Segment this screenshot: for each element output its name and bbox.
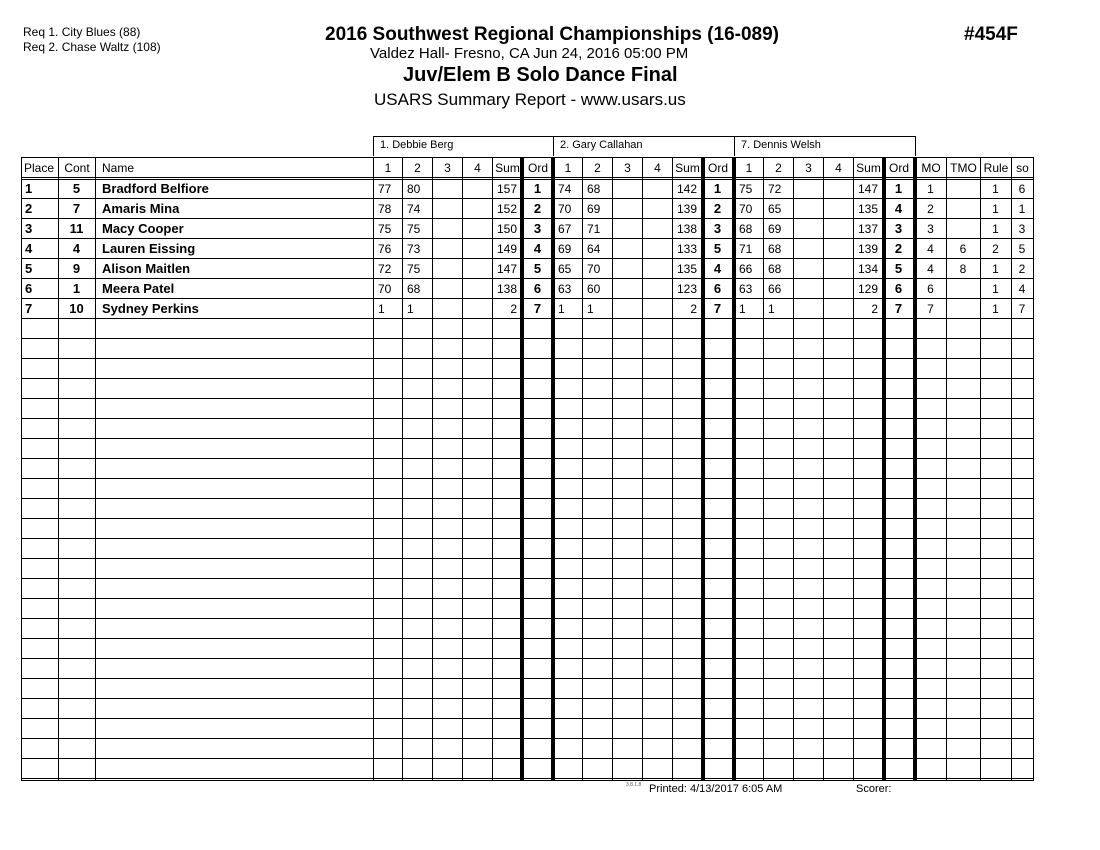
judge1-sum-cell: 138 <box>496 282 517 296</box>
judge1-ord-cell: 7 <box>533 301 542 316</box>
judge3-sum-cell: 135 <box>857 202 878 216</box>
judge3-ord-cell: 1 <box>894 181 903 196</box>
judge2-1-cell: 1 <box>558 302 565 316</box>
rule-cell: 1 <box>992 302 999 316</box>
event-title: 2016 Southwest Regional Championships (16-089) <box>325 24 779 45</box>
so-cell: 1 <box>1018 202 1026 216</box>
judge3-ord-cell: 3 <box>894 221 903 236</box>
judge2-ord-cell: 3 <box>713 221 722 236</box>
tmo-cell <box>947 179 979 199</box>
judge3-sum-cell: 134 <box>857 262 878 276</box>
judge2-sum-cell: 135 <box>676 262 697 276</box>
judge3-1-cell: 1 <box>739 302 746 316</box>
judge2-3-cell <box>613 179 641 199</box>
judge1-4-cell <box>463 239 491 259</box>
judge1-1-cell: 70 <box>378 282 392 296</box>
scorer-label: Scorer: <box>856 783 892 795</box>
version-label: 3.8.1.8 <box>626 782 642 788</box>
judge1-3-cell <box>433 179 461 199</box>
col-header-judge1-1: 1 <box>384 161 392 175</box>
col-header-so: so <box>1016 161 1029 175</box>
judge2-sum-cell: 133 <box>676 242 697 256</box>
judge2-1-cell: 65 <box>558 262 572 276</box>
judge1-3-cell <box>433 279 461 299</box>
judge2-4-cell <box>643 259 671 279</box>
col-header-judge1-2: 2 <box>414 161 421 175</box>
judge3-2-cell: 66 <box>768 282 782 296</box>
judge1-ord-cell: 5 <box>533 261 542 276</box>
judge2-4-cell <box>643 299 671 319</box>
so-cell: 6 <box>1018 182 1026 196</box>
judge3-3-cell <box>794 299 822 319</box>
mo-cell: 6 <box>927 282 934 296</box>
tmo-cell: 8 <box>959 262 967 276</box>
mo-cell: 1 <box>927 182 934 196</box>
tmo-cell <box>947 219 979 239</box>
judge1-1-cell: 72 <box>378 262 392 276</box>
tmo-cell <box>947 199 979 219</box>
col-header-judge3-ord: Ord <box>888 161 909 175</box>
judge3-2-cell: 68 <box>768 242 782 256</box>
judge3-2-cell: 69 <box>768 222 782 236</box>
judge2-ord-cell: 7 <box>713 301 722 316</box>
judge2-3-cell <box>613 239 641 259</box>
so-cell: 3 <box>1018 222 1026 236</box>
name-cell: Amaris Mina <box>102 201 180 216</box>
judge2-2-cell: 71 <box>587 222 601 236</box>
judge3-sum-cell: 129 <box>857 282 878 296</box>
judge1-4-cell <box>463 199 491 219</box>
judge2-2-cell: 69 <box>587 202 601 216</box>
judge3-1-cell: 71 <box>739 242 753 256</box>
judge1-ord-cell: 4 <box>533 241 542 256</box>
competition-title: Juv/Elem B Solo Dance Final <box>403 64 678 86</box>
col-header-judge2-ord: Ord <box>707 161 728 175</box>
judge3-4-cell <box>824 299 852 319</box>
mo-cell: 4 <box>927 262 934 276</box>
judge2-sum-cell: 139 <box>676 202 697 216</box>
judge1-2-cell: 75 <box>407 222 421 236</box>
judge-header-2: 2. Gary Callahan <box>553 136 735 156</box>
mo-cell: 2 <box>927 202 934 216</box>
judge3-ord-cell: 6 <box>894 281 903 296</box>
mo-cell: 7 <box>927 302 934 316</box>
col-header-judge1-4: 4 <box>474 161 481 175</box>
col-header-tmo: TMO <box>950 161 977 175</box>
judge2-ord-cell: 4 <box>713 261 722 276</box>
judge2-4-cell <box>643 199 671 219</box>
judge1-1-cell: 75 <box>378 222 392 236</box>
judge2-3-cell <box>613 219 641 239</box>
judge1-4-cell <box>463 279 491 299</box>
cont-cell: 9 <box>72 261 81 276</box>
judge1-2-cell: 73 <box>407 242 421 256</box>
tmo-cell: 6 <box>959 242 967 256</box>
judge2-2-cell: 1 <box>587 302 594 316</box>
judge1-4-cell <box>463 299 491 319</box>
judge2-3-cell <box>613 279 641 299</box>
mo-cell: 4 <box>927 242 934 256</box>
judge3-3-cell <box>794 279 822 299</box>
judge1-2-cell: 75 <box>407 262 421 276</box>
judge3-1-cell: 75 <box>739 182 753 196</box>
col-header-judge3-2: 2 <box>775 161 782 175</box>
judge1-2-cell: 1 <box>407 302 414 316</box>
so-cell: 4 <box>1018 282 1026 296</box>
judge2-ord-cell: 2 <box>713 201 722 216</box>
name-cell: Bradford Belfiore <box>102 181 209 196</box>
judge3-2-cell: 1 <box>768 302 775 316</box>
judge2-sum-cell: 138 <box>676 222 697 236</box>
col-header-judge2-2: 2 <box>594 161 601 175</box>
col-header-judge1-ord: Ord <box>527 161 548 175</box>
place-cell: 2 <box>25 201 33 216</box>
rule-cell: 1 <box>992 262 999 276</box>
col-header-judge1-sum: Sum <box>495 161 520 175</box>
judge2-2-cell: 64 <box>587 242 601 256</box>
rule-cell: 2 <box>992 242 999 256</box>
cont-cell: 10 <box>69 301 84 316</box>
judge2-1-cell: 70 <box>558 202 572 216</box>
judge2-1-cell: 69 <box>558 242 572 256</box>
requirement-1: Req 1. City Blues (88) <box>23 25 141 39</box>
col-header-name: Name <box>102 161 135 175</box>
judge2-sum-cell: 2 <box>690 302 697 316</box>
judge3-1-cell: 68 <box>739 222 753 236</box>
judge1-sum-cell: 157 <box>496 182 517 196</box>
judge2-4-cell <box>643 179 671 199</box>
judge3-ord-cell: 7 <box>894 301 903 316</box>
judge3-sum-cell: 2 <box>871 302 878 316</box>
judge3-3-cell <box>794 259 822 279</box>
rule-cell: 1 <box>992 182 999 196</box>
cont-cell: 1 <box>72 281 81 296</box>
judge3-sum-cell: 139 <box>857 242 878 256</box>
col-header-judge3-sum: Sum <box>856 161 881 175</box>
judge3-1-cell: 70 <box>739 202 753 216</box>
col-header-cont: Cont <box>64 161 90 175</box>
judge1-sum-cell: 147 <box>496 262 517 276</box>
judge1-3-cell <box>433 199 461 219</box>
judge3-4-cell <box>824 219 852 239</box>
judge2-1-cell: 74 <box>558 182 572 196</box>
judge3-4-cell <box>824 179 852 199</box>
judge1-ord-cell: 2 <box>533 201 542 216</box>
judge2-2-cell: 70 <box>587 262 601 276</box>
mo-cell: 3 <box>927 222 934 236</box>
col-header-judge3-4: 4 <box>835 161 842 175</box>
judge3-ord-cell: 5 <box>894 261 903 276</box>
judge3-4-cell <box>824 239 852 259</box>
judge3-2-cell: 72 <box>768 182 782 196</box>
place-cell: 6 <box>25 281 33 296</box>
judge3-sum-cell: 137 <box>857 222 878 236</box>
col-header-rule: Rule <box>983 161 1009 175</box>
place-cell: 5 <box>25 261 33 276</box>
name-cell: Macy Cooper <box>102 221 184 236</box>
rule-cell: 1 <box>992 202 999 216</box>
judge2-3-cell <box>613 259 641 279</box>
so-cell: 5 <box>1018 242 1026 256</box>
col-header-mo: MO <box>921 161 941 175</box>
judge1-1-cell: 78 <box>378 202 392 216</box>
column-divider <box>1033 157 1034 781</box>
place-cell: 4 <box>25 241 33 256</box>
judge1-2-cell: 74 <box>407 202 421 216</box>
col-header-judge1-3: 3 <box>444 161 451 175</box>
col-header-place: Place <box>24 161 55 175</box>
judge-header-3: 7. Dennis Welsh <box>734 136 916 156</box>
printed-timestamp: Printed: 4/13/2017 6:05 AM <box>649 783 783 795</box>
judge3-3-cell <box>794 219 822 239</box>
judge2-4-cell <box>643 219 671 239</box>
cont-cell: 4 <box>72 241 81 256</box>
venue-line: Valdez Hall- Fresno, CA Jun 24, 2016 05:00 PM <box>370 45 689 62</box>
judge3-4-cell <box>824 279 852 299</box>
judge1-ord-cell: 1 <box>533 181 542 196</box>
col-header-judge3-1: 1 <box>745 161 753 175</box>
judge3-2-cell: 68 <box>768 262 782 276</box>
rule-cell: 1 <box>992 282 999 296</box>
col-header-judge2-4: 4 <box>654 161 661 175</box>
name-cell: Sydney Perkins <box>102 301 199 316</box>
judge1-2-cell: 68 <box>407 282 421 296</box>
judge1-3-cell <box>433 259 461 279</box>
judge3-4-cell <box>824 259 852 279</box>
judge1-sum-cell: 2 <box>510 302 517 316</box>
judge1-3-cell <box>433 239 461 259</box>
judge1-2-cell: 80 <box>407 182 421 196</box>
judge2-ord-cell: 6 <box>713 281 722 296</box>
judge3-sum-cell: 147 <box>857 182 878 196</box>
judge3-3-cell <box>794 239 822 259</box>
event-number: #454F <box>964 24 1018 45</box>
judge3-ord-cell: 4 <box>894 201 903 216</box>
judge1-1-cell: 76 <box>378 242 392 256</box>
judge2-4-cell <box>643 239 671 259</box>
judge2-sum-cell: 123 <box>676 282 697 296</box>
judge3-ord-cell: 2 <box>894 241 903 256</box>
judge2-1-cell: 63 <box>558 282 572 296</box>
judge3-1-cell: 66 <box>739 262 753 276</box>
cont-cell: 7 <box>72 201 81 216</box>
requirement-2: Req 2. Chase Waltz (108) <box>23 40 161 54</box>
judge2-2-cell: 60 <box>587 282 601 296</box>
judge-header-1: 1. Debbie Berg <box>373 136 554 156</box>
judge1-sum-cell: 152 <box>496 202 517 216</box>
cont-cell: 5 <box>72 181 81 196</box>
judge1-ord-cell: 6 <box>533 281 542 296</box>
judge1-1-cell: 1 <box>378 302 385 316</box>
so-cell: 7 <box>1018 302 1026 316</box>
judge2-4-cell <box>643 279 671 299</box>
judge2-ord-cell: 5 <box>713 241 722 256</box>
judge1-sum-cell: 150 <box>496 222 517 236</box>
judge2-1-cell: 67 <box>558 222 572 236</box>
judge1-4-cell <box>463 259 491 279</box>
judge1-sum-cell: 149 <box>496 242 517 256</box>
name-cell: Alison Maitlen <box>102 261 191 276</box>
judge1-ord-cell: 3 <box>533 221 542 236</box>
cont-cell: 11 <box>69 221 84 236</box>
judge2-ord-cell: 1 <box>713 181 722 196</box>
col-header-judge2-sum: Sum <box>675 161 700 175</box>
col-header-judge3-3: 3 <box>805 161 812 175</box>
judge1-1-cell: 77 <box>378 182 392 196</box>
col-header-judge2-1: 1 <box>564 161 572 175</box>
tmo-cell <box>947 299 979 319</box>
judge3-1-cell: 63 <box>739 282 753 296</box>
judge1-3-cell <box>433 299 461 319</box>
judge1-4-cell <box>463 219 491 239</box>
judge3-3-cell <box>794 179 822 199</box>
judge3-3-cell <box>794 199 822 219</box>
judge1-4-cell <box>463 179 491 199</box>
place-cell: 7 <box>25 301 33 316</box>
judge2-3-cell <box>613 199 641 219</box>
so-cell: 2 <box>1018 262 1026 276</box>
judge3-4-cell <box>824 199 852 219</box>
judge2-sum-cell: 142 <box>676 182 697 196</box>
report-name: USARS Summary Report - www.usars.us <box>374 90 686 109</box>
place-cell: 3 <box>25 221 33 236</box>
judge1-3-cell <box>433 219 461 239</box>
tmo-cell <box>947 279 979 299</box>
rule-cell: 1 <box>992 222 999 236</box>
col-header-judge2-3: 3 <box>624 161 631 175</box>
name-cell: Meera Patel <box>102 281 175 296</box>
name-cell: Lauren Eissing <box>102 241 196 256</box>
judge2-2-cell: 68 <box>587 182 601 196</box>
judge2-3-cell <box>613 299 641 319</box>
place-cell: 1 <box>25 181 33 196</box>
judge3-2-cell: 65 <box>768 202 782 216</box>
